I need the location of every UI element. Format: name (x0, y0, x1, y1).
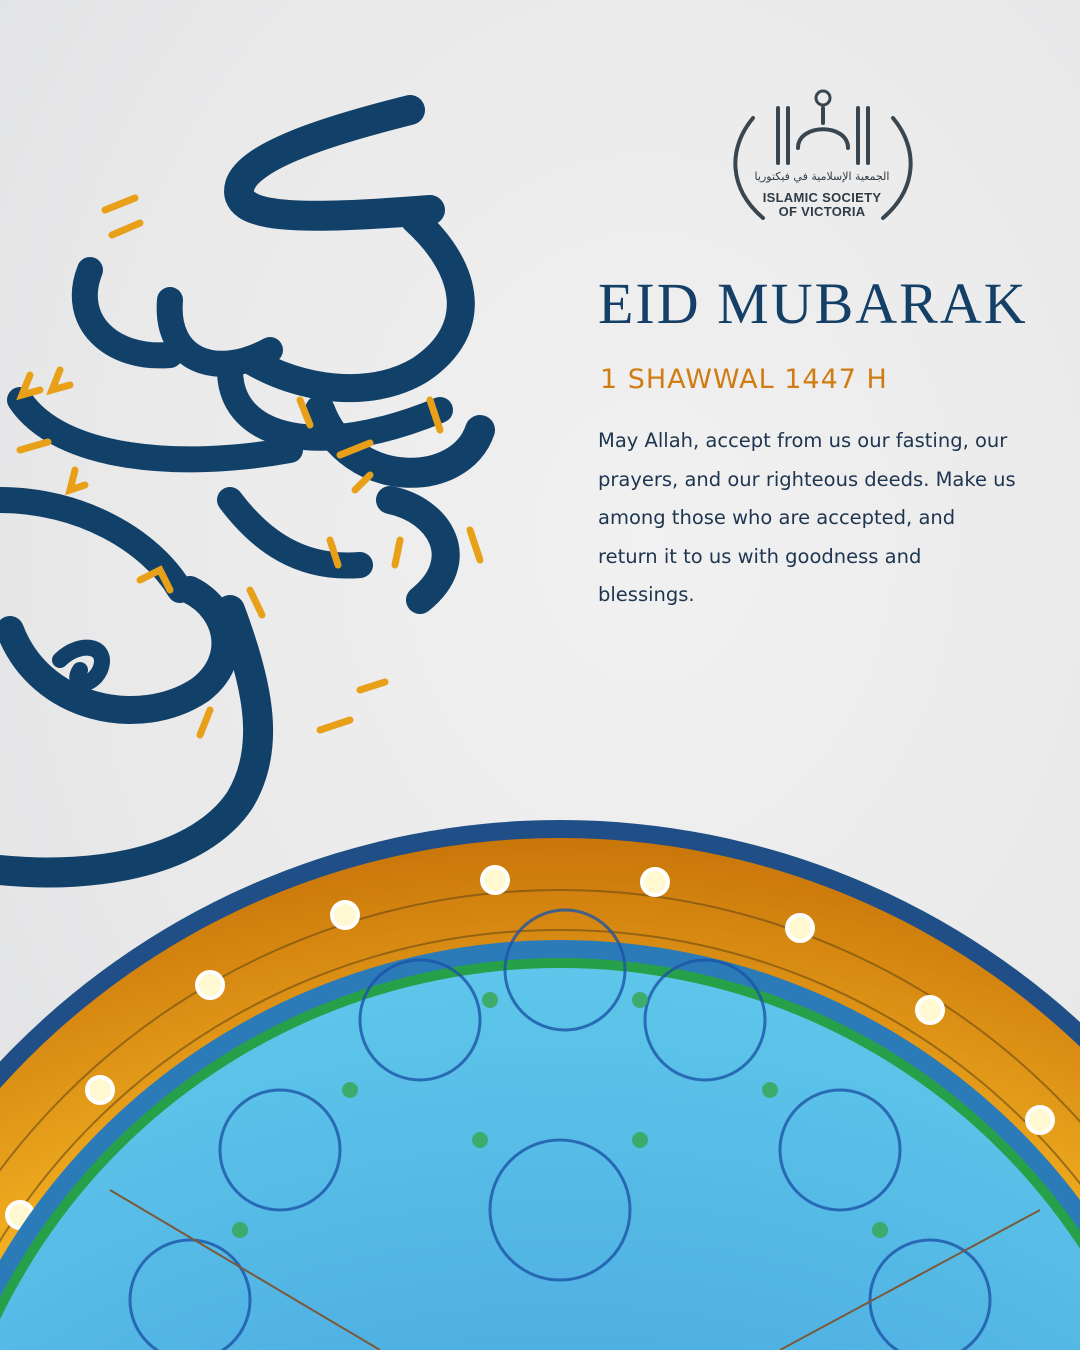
logo-name-line1: ISLAMIC SOCIETY (762, 190, 882, 205)
logo-arabic-name: الجمعية الإسلامية في فيكتوريا (754, 170, 890, 183)
hijri-date: 1 SHAWWAL 1447 H (600, 364, 888, 395)
mosaic-dome-icon (0, 810, 1080, 1350)
greeting-message: May Allah, accept from us our fasting, our prayers, and our righteous deeds. Make us among those who are accepted, and return it to us with goodness and blessings. (598, 429, 1016, 606)
logo-name (742, 191, 902, 219)
greeting-title: EID MUBARAK (598, 271, 1028, 336)
logo-name-line2: OF VICTORIA (778, 204, 866, 219)
eid-mubarak-calligraphy-icon (0, 70, 560, 890)
